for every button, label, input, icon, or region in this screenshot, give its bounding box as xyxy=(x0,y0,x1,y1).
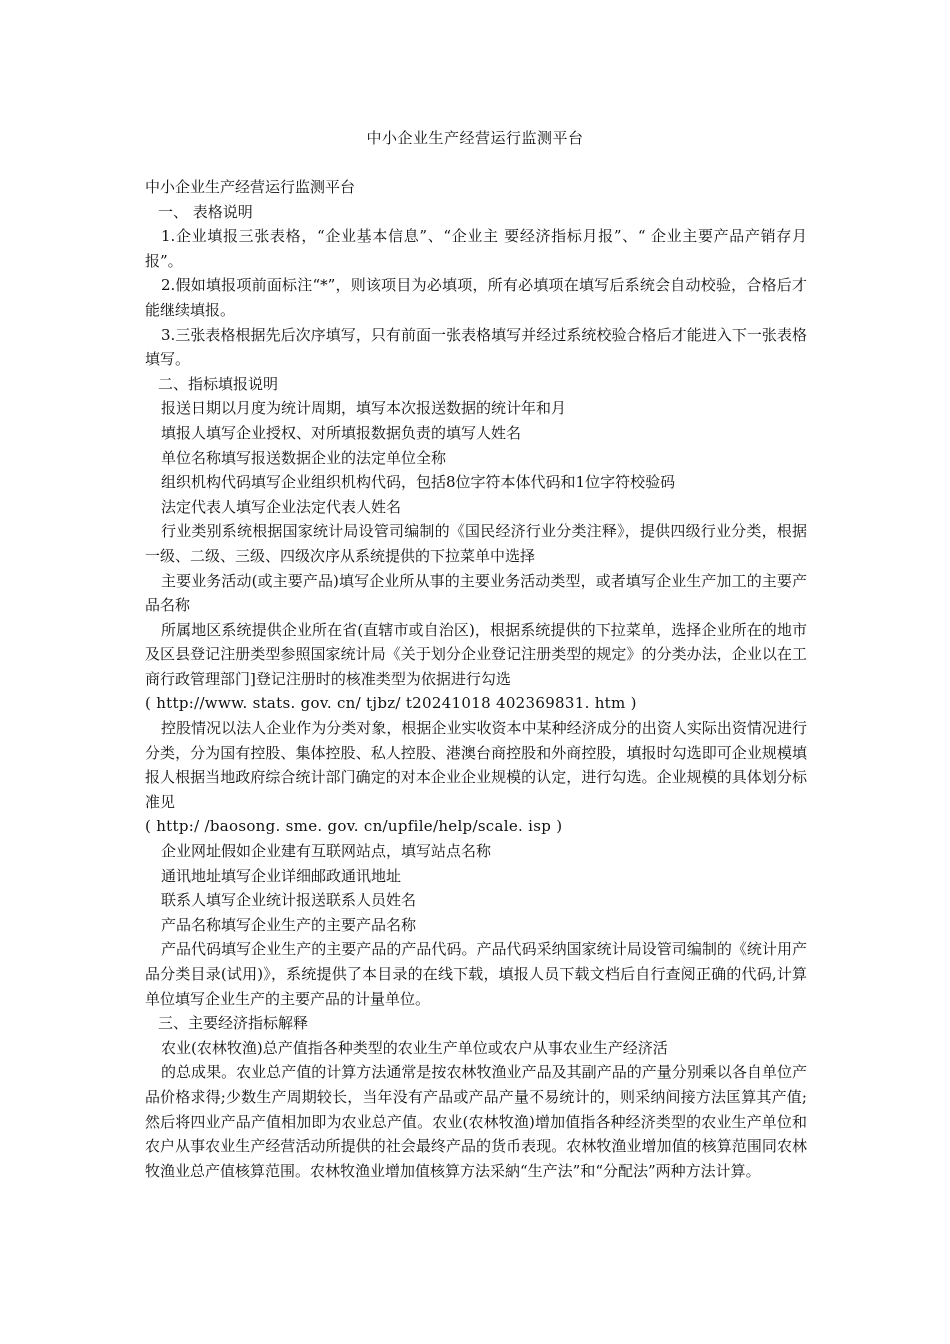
document-body xyxy=(145,175,807,1183)
paragraph: 填报人填写企业授权、对所填报数据负责的填写人姓名 xyxy=(161,423,522,442)
paragraph: 行业类别系统根据国家统计局设管司编制的《国民经济行业分类注释》，提供四级行业分类，根据一级、二级、三级、四级次序从系统提供的下拉菜单中选择 xyxy=(145,522,807,565)
reference-url: ( http://www. stats. gov. cn/ tjbz/ t20241018 402369831. htm ) xyxy=(145,694,637,713)
paragraph-subtitle: 中小企业生产经营运行监测平台 xyxy=(145,178,356,196)
paragraph: 报送日期以月度为统计周期，填写本次报送数据的统计年和月 xyxy=(161,399,567,418)
section-heading-economic-indicators: 三、主要经济指标解释 xyxy=(158,1014,309,1033)
reference-url: ( http:/ /baosong. sme. gov. cn/upfile/help/scale. isp ) xyxy=(145,817,563,836)
paragraph: 企业网址假如企业建有互联网站点，填写站点名称 xyxy=(161,842,492,861)
paragraph: 通讯地址填写企业详细邮政通讯地址 xyxy=(161,866,402,885)
paragraph: 单位名称填写报送数据企业的法定单位全称 xyxy=(161,448,447,467)
section-heading-table-instructions: 一、 表格说明 xyxy=(158,202,253,221)
paragraph: 组织机构代码填写企业组织机构代码，包括8位字符本体代码和1位字符校验码 xyxy=(161,473,676,492)
paragraph: 所属地区系统提供企业所在省(直辖市或自治区)，根据系统提供的下拉菜单，选择企业所在的地市及区县登记注册类型参照国家统计局《关于划分企业登记注册类型的规定》的分类办法，企业以在工商行政管理部门]登记注册时的核准类型为依据进行勾选 xyxy=(145,620,807,688)
document-title: 中小企业生产经营运行监测平台 xyxy=(366,129,584,147)
paragraph: 农业(农林牧渔)总产值指各种类型的农业生产单位或农户从事农业生产经济活 xyxy=(161,1038,668,1057)
paragraph: 联系人填写企业统计报送联系人员姓名 xyxy=(161,891,417,910)
section-heading-indicator-instructions: 二、指标填报说明 xyxy=(158,374,279,393)
paragraph: 2.假如填报项前面标注“*”，则该项目为必填项，所有必填项在填写后系统会自动校验，合格后才能继续填报。 xyxy=(145,276,807,319)
paragraph: 主要业务活动(或主要产品)填写企业所从事的主要业务活动类型，或者填写企业生产加工的主要产品名称 xyxy=(145,571,807,615)
paragraph: 控股情况以法人企业作为分类对象，根据企业实收资本中某种经济成分的出资人实际出资情况进行分类，分为国有控股、集体控股、私人控股、港澳台商控股和外商控股，填报时勾选即可企业规模填报人根据当地政府综合统计部门确定的对本企业企业规模的认定，进行勾选。企业规模的具体划分标准见 xyxy=(145,719,807,811)
paragraph: 1.企业填报三张表格，“企业基本信息”、“企业主 要经济指标月报”、“ 企业主要产品产销存月报”。 xyxy=(145,227,807,270)
paragraph: 法定代表人填写企业法定代表人姓名 xyxy=(161,497,402,516)
paragraph: 产品代码填写企业生产的主要产品的产品代码。产品代码采纳国家统计局设管司编制的《统计用产品分类目录(试用)》，系统提供了本目录的在线下载，填报人员下载文档后自行查阅正确的代码,计算单位填写企业生产的主要产品的计量单位。 xyxy=(145,940,807,1008)
paragraph: 的总成果。农业总产值的计算方法通常是按农林牧渔业产品及其副产品的产量分别乘以各自单位产品价格求得;少数生产周期较长，当年没有产品或产品产量不易统计的，则采纳间接方法匡算其产值;然后将四业产品产值相加即为农业总产值。农业(农林牧渔)增加值指各种经济类型的农业生产单位和农户从事农业生产经营活动所提供的社会最终产品的货币表现。农林牧渔业增加值的核算范围同农林牧渔业总产值核算范围。农林牧渔业增加值核算方法采納“生产法”和“分配法”两种方法计算。 xyxy=(145,1063,807,1180)
paragraph: 产品名称填写企业生产的主要产品名称 xyxy=(161,915,417,934)
paragraph: 3.三张表格根据先后次序填写，只有前面一张表格填写并经过系统校验合格后才能进入下一张表格填写。 xyxy=(145,325,807,369)
